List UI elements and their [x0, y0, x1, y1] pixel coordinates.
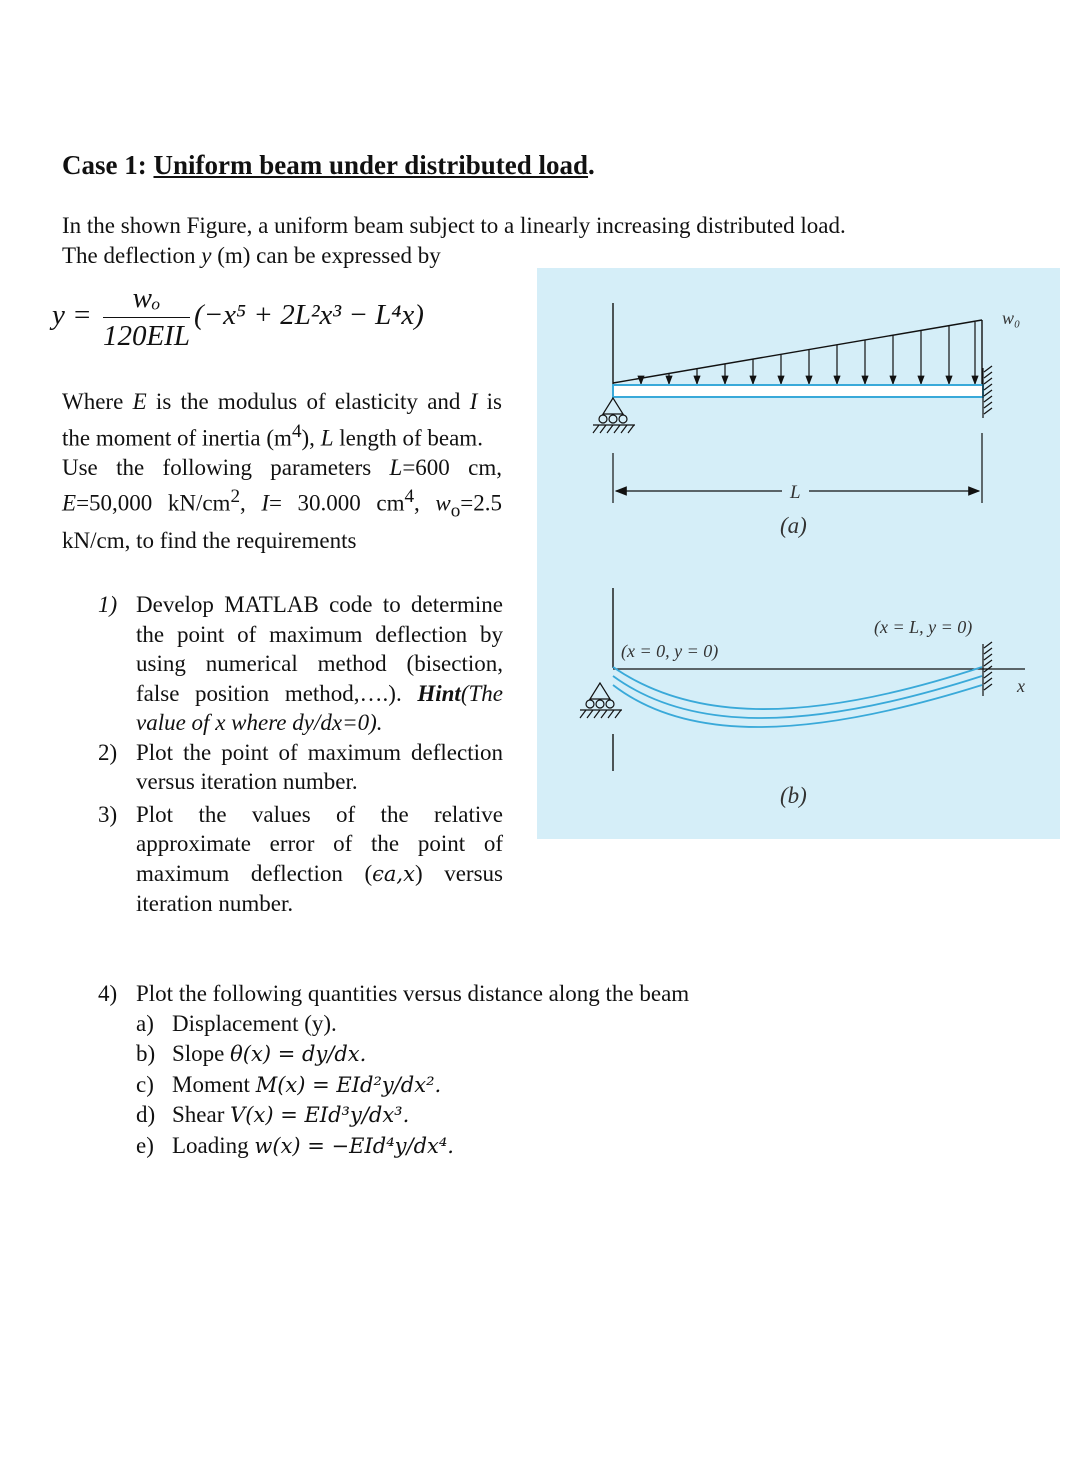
intro-line-2: The deflection y (m) can be expressed by	[62, 242, 441, 268]
requirement-1: 1) Develop MATLAB code to determine the point of maximum deflection by using numerical method (bisection, false position method,….). Hint(The value of x where dy/dx=0).	[98, 592, 503, 735]
requirement-3: 3) Plot the values of the relative approximate error of the point of maximum deflection (ϵa,x) versus iteration number.	[98, 801, 503, 916]
beam-diagram	[537, 268, 1060, 839]
beam-a	[613, 385, 983, 397]
equation-numerator: wₒ	[103, 282, 190, 318]
req4-item-b: b) Slope θ(x) = dy/dx.	[136, 1041, 367, 1066]
pin-support-a	[593, 398, 635, 433]
figure-b	[580, 588, 1025, 808]
load-arrows	[641, 322, 975, 384]
heading-title: Uniform beam under distributed load	[153, 150, 589, 180]
heading-suffix: .	[588, 150, 595, 180]
equation-denominator: 120EIL	[102, 320, 190, 352]
req4-item-e: e) Loading w(x) = −EId⁴y/dx⁴.	[136, 1132, 454, 1158]
where-paragraph: Where E is the modulus of elasticity and I is the moment of inertia $(m^4)$, L length of beam. Use the following parameters L=600 cm, E=50,000 $kN/cm^2$, I= 30.000 $cm^4$, $w_o=2.5$ kN/cm, to find the requirements	[62, 389, 503, 553]
equation-lhs: y =	[52, 299, 92, 332]
requirement-4	[98, 979, 798, 1161]
deflection-equation	[52, 282, 424, 353]
caption-a: (a)	[780, 513, 807, 538]
load-top-line	[613, 320, 982, 383]
intro-paragraph	[62, 211, 962, 270]
requirement-4-items	[98, 1009, 798, 1162]
figure-a	[593, 303, 1020, 538]
req4-item-a: a) Displacement (y).	[136, 1010, 337, 1036]
requirement-2: 2) Plot the point of maximum deflection versus iteration number.	[98, 739, 503, 794]
caption-b: (b)	[780, 783, 807, 808]
deflected-beam	[613, 667, 982, 727]
wo-label: w₀	[1002, 308, 1021, 328]
equation-rhs: (−x⁵ + 2L²x³ − L⁴x)	[193, 299, 424, 332]
beam-figure	[537, 268, 1060, 839]
dim-L-label: L	[790, 482, 801, 503]
pin-support-b	[580, 683, 622, 718]
requirements-list	[98, 590, 503, 919]
case-heading	[62, 150, 595, 181]
heading-prefix: Case 1:	[62, 150, 154, 180]
bc-left-label: (x = 0, y = 0)	[621, 641, 719, 661]
requirement-4-heading: 4) Plot the following quantities versus distance along the beam	[98, 981, 690, 1006]
equation-fraction	[103, 282, 190, 353]
req4-item-c: c) Moment M(x) = EId²y/dx².	[136, 1071, 442, 1097]
req4-item-d: d) Shear V(x) = EId³y/dx³.	[136, 1102, 410, 1127]
intro-line-1: In the shown Figure, a uniform beam subject to a linearly increasing distributed load.	[62, 213, 846, 238]
fixed-wall-a	[983, 366, 992, 418]
bc-right-label: (x = L, y = 0)	[874, 617, 973, 637]
x-axis-label: x	[1017, 676, 1025, 696]
